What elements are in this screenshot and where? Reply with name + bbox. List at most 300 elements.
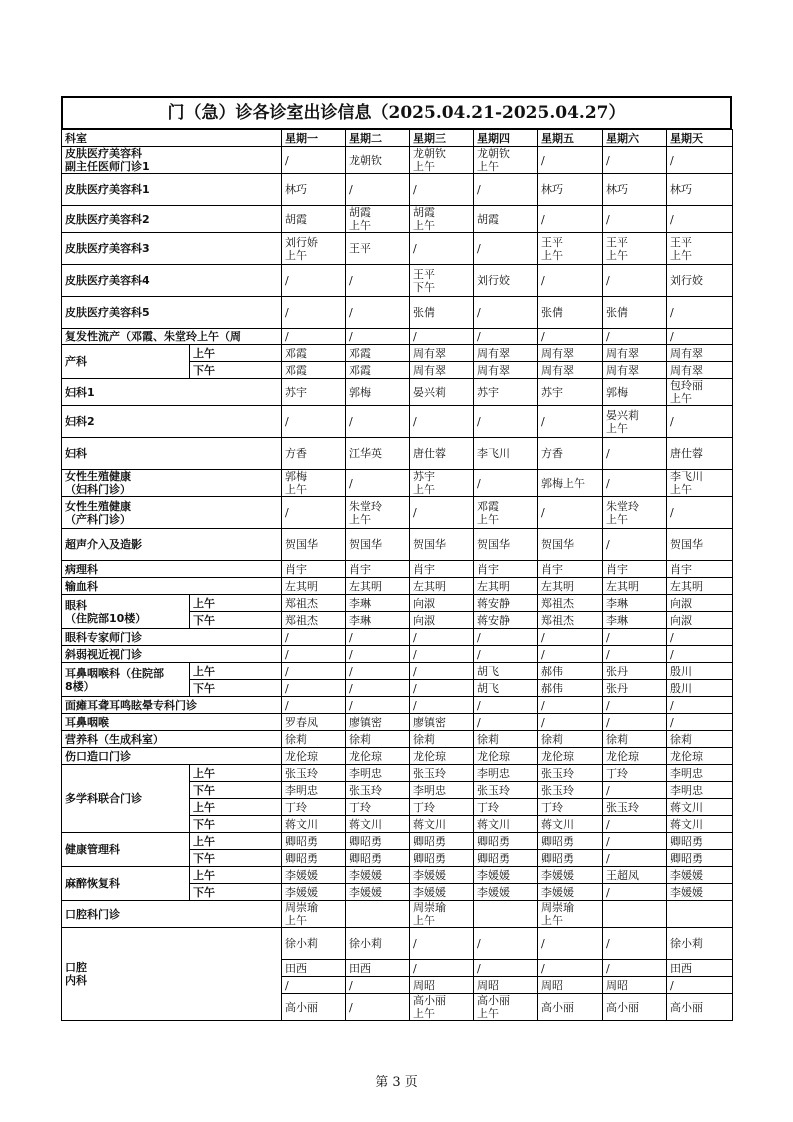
session-cell: 下午 [190,850,282,867]
doctor-cell: / [282,147,346,174]
doctor-cell: 李媛媛 [474,884,538,901]
doctor-cell: / [603,206,667,233]
doctor-cell: 李琳 [603,612,667,629]
doctor-cell: 龙伦琼 [282,748,346,765]
doctor-cell: / [282,629,346,646]
schedule-row [62,578,733,595]
doctor-cell: / [474,329,538,345]
doctor-cell: 胡霞 上午 [346,206,410,233]
doctor-cell: / [603,960,667,977]
department-cell: 皮肤医疗美容科4 [62,265,282,297]
department-cell: 皮肤医疗美容科2 [62,206,282,233]
doctor-cell: 周有翠 [474,362,538,379]
doctor-cell: 李媛媛 [538,884,603,901]
doctor-cell: / [346,977,410,994]
doctor-cell: 郝伟 [538,663,603,680]
doctor-cell: 周昭 [603,977,667,994]
doctor-cell: / [603,529,667,561]
header-row [62,130,733,147]
doctor-cell: 李琳 [603,595,667,612]
doctor-cell: / [603,833,667,850]
department-cell: 面瘫耳聋耳鸣眩晕专科门诊 [62,697,282,714]
schedule-row [62,297,733,329]
doctor-cell: 肖宇 [538,561,603,578]
doctor-cell: 郭梅 上午 [282,470,346,497]
doctor-cell: / [538,329,603,345]
doctor-cell: / [603,782,667,799]
doctor-cell: 卿昭勇 [538,833,603,850]
doctor-cell: 田西 [667,960,733,977]
doctor-cell: 丁玲 [346,799,410,816]
doctor-cell: 贺国华 [474,529,538,561]
schedule-row [62,629,733,646]
doctor-cell: 卿昭勇 [346,850,410,867]
doctor-cell: 周昭 [474,977,538,994]
doctor-cell: 蒋文川 [667,799,733,816]
department-cell: 妇科1 [62,379,282,406]
doctor-cell: 李飞川 上午 [667,470,733,497]
doctor-cell: / [346,406,410,438]
doctor-cell: 高小丽 上午 [410,994,474,1021]
doctor-cell: / [667,329,733,345]
session-cell: 上午 [190,799,282,816]
doctor-cell: 张玉玲 [538,765,603,782]
doctor-cell: 方香 [282,438,346,470]
doctor-cell: / [538,697,603,714]
doctor-cell: 蒋文川 [667,816,733,833]
doctor-cell: / [667,629,733,646]
doctor-cell: 左其明 [282,578,346,595]
doctor-cell: 李明忠 [282,782,346,799]
doctor-cell: 周有翠 [474,345,538,362]
doctor-cell: 周崇瑜 上午 [282,901,346,928]
doctor-cell: 张玉玲 [603,799,667,816]
doctor-cell: 方香 [538,438,603,470]
doctor-cell: 胡霞 [474,206,538,233]
session-cell: 上午 [190,867,282,884]
schedule-table [61,129,733,1021]
doctor-cell: 李媛媛 [282,884,346,901]
doctor-cell: / [538,960,603,977]
doctor-cell: / [538,497,603,529]
schedule-row [62,901,733,928]
doctor-cell: / [603,714,667,731]
department-cell: 女性生殖健康 （产科门诊） [62,497,282,529]
doctor-cell: 肖宇 [603,561,667,578]
schedule-row [62,470,733,497]
doctor-cell: 蒋文川 [410,816,474,833]
session-cell: 下午 [190,362,282,379]
doctor-cell [603,901,667,928]
doctor-cell: / [346,646,410,663]
schedule-row [62,765,733,782]
doctor-cell: 邓霞 [346,362,410,379]
doctor-cell: / [667,697,733,714]
doctor-cell: 左其明 [410,578,474,595]
doctor-cell: 蒋安静 [474,595,538,612]
doctor-cell: 向淑 [410,612,474,629]
doctor-cell: / [346,629,410,646]
doctor-cell: 丁玲 [474,799,538,816]
doctor-cell: / [346,697,410,714]
doctor-cell: 田西 [282,960,346,977]
doctor-cell: 向淑 [667,612,733,629]
doctor-cell: 丁玲 [603,765,667,782]
doctor-cell: 蒋安静 [474,612,538,629]
doctor-cell: / [282,646,346,663]
doctor-cell: 李媛媛 [474,867,538,884]
doctor-cell: 王平 [346,233,410,265]
doctor-cell: 肖宇 [282,561,346,578]
doctor-cell: 周有翠 [667,362,733,379]
doctor-cell: / [603,147,667,174]
doctor-cell: / [538,629,603,646]
department-cell: 妇科2 [62,406,282,438]
doctor-cell: 刘行娇 上午 [282,233,346,265]
doctor-cell: 周有翠 [410,362,474,379]
doctor-cell: 高小丽 [282,994,346,1021]
doctor-cell: / [474,297,538,329]
doctor-cell [667,901,733,928]
doctor-cell: 李明忠 [667,765,733,782]
doctor-cell: 邓霞 [282,362,346,379]
doctor-cell: 徐小莉 [282,928,346,960]
doctor-cell: 王超凤 [603,867,667,884]
doctor-cell: 周有翠 [538,362,603,379]
doctor-cell: 丁玲 [538,799,603,816]
doctor-cell: / [346,265,410,297]
doctor-cell: 龙伦琼 [667,748,733,765]
doctor-cell: / [346,680,410,697]
doctor-cell: 肖宇 [667,561,733,578]
doctor-cell: 贺国华 [410,529,474,561]
doctor-cell: / [346,470,410,497]
schedule-row [62,329,733,345]
department-cell: 皮肤医疗美容科1 [62,174,282,206]
doctor-cell: / [474,233,538,265]
doctor-cell: / [282,680,346,697]
doctor-cell: 龙伦琼 [346,748,410,765]
doctor-cell: 龙伦琼 [474,748,538,765]
doctor-cell: 张倩 [538,297,603,329]
doctor-cell: / [474,928,538,960]
header-day: 星期四 [474,130,538,147]
department-cell: 健康管理科 [62,833,190,867]
schedule-row [62,663,733,680]
doctor-cell: 唐仕蓉 [410,438,474,470]
doctor-cell: 徐小莉 [346,928,410,960]
doctor-cell: 卿昭勇 [410,833,474,850]
doctor-cell: 张倩 [603,297,667,329]
doctor-cell: 周崇瑜 上午 [410,901,474,928]
doctor-cell: / [282,329,346,345]
doctor-cell: 李琳 [346,612,410,629]
doctor-cell: / [474,960,538,977]
doctor-cell: / [667,977,733,994]
doctor-cell: 李媛媛 [410,884,474,901]
doctor-cell: 王平 上午 [667,233,733,265]
doctor-cell: 邓霞 [282,345,346,362]
doctor-cell: 徐莉 [474,731,538,748]
department-cell: 伤口造口门诊 [62,748,282,765]
doctor-cell: / [410,663,474,680]
department-cell: 产科 [62,345,190,379]
doctor-cell: / [410,629,474,646]
doctor-cell: 李媛媛 [410,867,474,884]
doctor-cell: 高小丽 [538,994,603,1021]
doctor-cell: / [410,646,474,663]
doctor-cell: / [538,646,603,663]
doctor-cell: / [667,206,733,233]
doctor-cell: 罗春凤 [282,714,346,731]
doctor-cell: / [603,884,667,901]
doctor-cell: 卿昭勇 [474,833,538,850]
doctor-cell: 贺国华 [667,529,733,561]
session-cell: 上午 [190,765,282,782]
doctor-cell: 林巧 [282,174,346,206]
doctor-cell: 卿昭勇 [474,850,538,867]
department-cell: 口腔科门诊 [62,901,282,928]
doctor-cell: 张倩 [410,297,474,329]
schedule-row [62,646,733,663]
doctor-cell: 郝伟 [538,680,603,697]
doctor-cell: / [603,697,667,714]
session-cell: 下午 [190,884,282,901]
doctor-cell: / [282,977,346,994]
department-cell: 病理科 [62,561,282,578]
doctor-cell: 李明忠 [346,765,410,782]
doctor-cell: / [474,697,538,714]
doctor-cell: 徐莉 [603,731,667,748]
doctor-cell: 肖宇 [346,561,410,578]
doctor-cell: / [667,714,733,731]
doctor-cell: / [474,646,538,663]
doctor-cell: 龙朝钦 上午 [410,147,474,174]
doctor-cell: 张玉玲 [474,782,538,799]
doctor-cell: 李明忠 [474,765,538,782]
doctor-cell: 邓霞 上午 [474,497,538,529]
doctor-cell: 张玉玲 [346,782,410,799]
doctor-cell: 苏宇 上午 [410,470,474,497]
department-cell: 眼科 （住院部10楼） [62,595,190,629]
session-cell: 上午 [190,595,282,612]
header-dept: 科室 [62,130,282,147]
doctor-cell: 徐莉 [538,731,603,748]
doctor-cell: 高小丽 [667,994,733,1021]
doctor-cell: / [667,406,733,438]
doctor-cell: / [603,265,667,297]
session-cell: 上午 [190,345,282,362]
doctor-cell: 徐莉 [346,731,410,748]
schedule-row [62,174,733,206]
doctor-cell: 李媛媛 [538,867,603,884]
session-cell: 上午 [190,833,282,850]
doctor-cell [474,901,538,928]
doctor-cell: 高小丽 上午 [474,994,538,1021]
doctor-cell: 周有翠 [603,362,667,379]
doctor-cell: 李明忠 [667,782,733,799]
doctor-cell: / [667,297,733,329]
doctor-cell: 朱堂玲 上午 [346,497,410,529]
doctor-cell: / [410,680,474,697]
doctor-cell: 贺国华 [282,529,346,561]
schedule-row [62,867,733,884]
doctor-cell: / [282,297,346,329]
doctor-cell: 李媛媛 [667,867,733,884]
doctor-cell: / [474,406,538,438]
department-cell: 输血科 [62,578,282,595]
doctor-cell: / [410,960,474,977]
doctor-cell: 江华英 [346,438,410,470]
schedule-row [62,595,733,612]
doctor-cell: 蒋文川 [538,816,603,833]
doctor-cell: 田西 [346,960,410,977]
session-cell: 下午 [190,816,282,833]
schedule-row [62,438,733,470]
doctor-cell: / [603,646,667,663]
doctor-cell: / [538,928,603,960]
doctor-cell: / [538,714,603,731]
doctor-cell: 周有翠 [667,345,733,362]
doctor-cell: 胡飞 [474,663,538,680]
doctor-cell: 王平 下午 [410,265,474,297]
doctor-cell: / [410,497,474,529]
doctor-cell: 徐莉 [282,731,346,748]
schedule-row [62,561,733,578]
department-cell: 耳鼻咽喉科（住院部 8楼） [62,663,190,697]
doctor-cell: 蒋文川 [346,816,410,833]
doctor-cell: / [410,233,474,265]
doctor-cell: 郭梅 [346,379,410,406]
doctor-cell: 向淑 [667,595,733,612]
doctor-cell: 李飞川 [474,438,538,470]
doctor-cell: 郑祖杰 [538,612,603,629]
department-cell: 口腔 内科 [62,928,282,1021]
doctor-cell: 卿昭勇 [410,850,474,867]
doctor-cell: 左其明 [603,578,667,595]
doctor-cell: / [410,406,474,438]
schedule-row [62,497,733,529]
schedule-row [62,833,733,850]
schedule-row [62,265,733,297]
doctor-cell: / [538,206,603,233]
doctor-cell: 张丹 [603,680,667,697]
department-cell: 斜弱视近视门诊 [62,646,282,663]
doctor-cell: 龙伦琼 [410,748,474,765]
header-day: 星期六 [603,130,667,147]
schedule-row [62,529,733,561]
doctor-cell: / [603,928,667,960]
doctor-cell: 林巧 [538,174,603,206]
doctor-cell: / [410,928,474,960]
doctor-cell: 廖镇密 [346,714,410,731]
doctor-cell: / [282,406,346,438]
doctor-cell: 邓霞 [346,345,410,362]
doctor-cell: 卿昭勇 [667,833,733,850]
doctor-cell: 苏宇 [474,379,538,406]
doctor-cell: 贺国华 [538,529,603,561]
doctor-cell: 殷川 [667,663,733,680]
doctor-cell: 晏兴莉 [410,379,474,406]
doctor-cell: / [474,714,538,731]
department-cell: 妇科 [62,438,282,470]
session-cell: 下午 [190,782,282,799]
doctor-cell: / [603,470,667,497]
doctor-cell [346,901,410,928]
doctor-cell: 晏兴莉 上午 [603,406,667,438]
doctor-cell: 丁玲 [410,799,474,816]
department-cell: 眼科专家师门诊 [62,629,282,646]
doctor-cell: 林巧 [667,174,733,206]
doctor-cell: 徐小莉 [667,928,733,960]
doctor-cell: 李琳 [346,595,410,612]
doctor-cell: 刘行姣 [667,265,733,297]
doctor-cell: 苏宇 [538,379,603,406]
doctor-cell: 林巧 [603,174,667,206]
department-cell: 麻醉恢复科 [62,867,190,901]
doctor-cell: / [282,265,346,297]
doctor-cell: 左其明 [346,578,410,595]
doctor-cell: 龙朝钦 上午 [474,147,538,174]
doctor-cell: / [282,697,346,714]
doctor-cell: / [346,297,410,329]
schedule-row [62,714,733,731]
page-number: 第 3 页 [375,1075,418,1090]
doctor-cell: / [603,438,667,470]
doctor-cell: / [667,497,733,529]
session-cell: 下午 [190,612,282,629]
session-cell: 下午 [190,680,282,697]
doctor-cell: 周有翠 [603,345,667,362]
schedule-sheet [61,96,734,1020]
doctor-cell: 李媛媛 [346,867,410,884]
header-day: 星期三 [410,130,474,147]
doctor-cell: / [474,470,538,497]
doctor-cell: 李媛媛 [282,867,346,884]
department-cell: 女性生殖健康 （妇科门诊） [62,470,282,497]
doctor-cell: / [603,629,667,646]
page-title: 门（急）诊各诊室出诊信息（2025.04.21-2025.04.27） [61,96,732,129]
department-cell: 皮肤医疗美容科3 [62,233,282,265]
doctor-cell: 周昭 [538,977,603,994]
doctor-cell: / [667,147,733,174]
doctor-cell: 苏宇 [282,379,346,406]
doctor-cell: 殷川 [667,680,733,697]
doctor-cell: 左其明 [538,578,603,595]
doctor-cell: 郭梅 [603,379,667,406]
doctor-cell: 左其明 [474,578,538,595]
department-cell: 营养科（生成科室） [62,731,282,748]
doctor-cell: 胡霞 上午 [410,206,474,233]
doctor-cell: 李媛媛 [346,884,410,901]
doctor-cell: 刘行姣 [474,265,538,297]
doctor-cell: 卿昭勇 [667,850,733,867]
doctor-cell: / [538,147,603,174]
doctor-cell: / [603,816,667,833]
doctor-cell: 郭梅上午 [538,470,603,497]
header-day: 星期一 [282,130,346,147]
doctor-cell: 周昭 [410,977,474,994]
doctor-cell: 卿昭勇 [538,850,603,867]
schedule-row [62,731,733,748]
doctor-cell: 郑祖杰 [282,612,346,629]
schedule-row [62,748,733,765]
doctor-cell: 贺国华 [346,529,410,561]
header-day: 星期五 [538,130,603,147]
doctor-cell: / [667,646,733,663]
doctor-cell: / [282,663,346,680]
department-cell: 复发性流产（邓霞、朱堂玲上午（周 [62,329,282,345]
